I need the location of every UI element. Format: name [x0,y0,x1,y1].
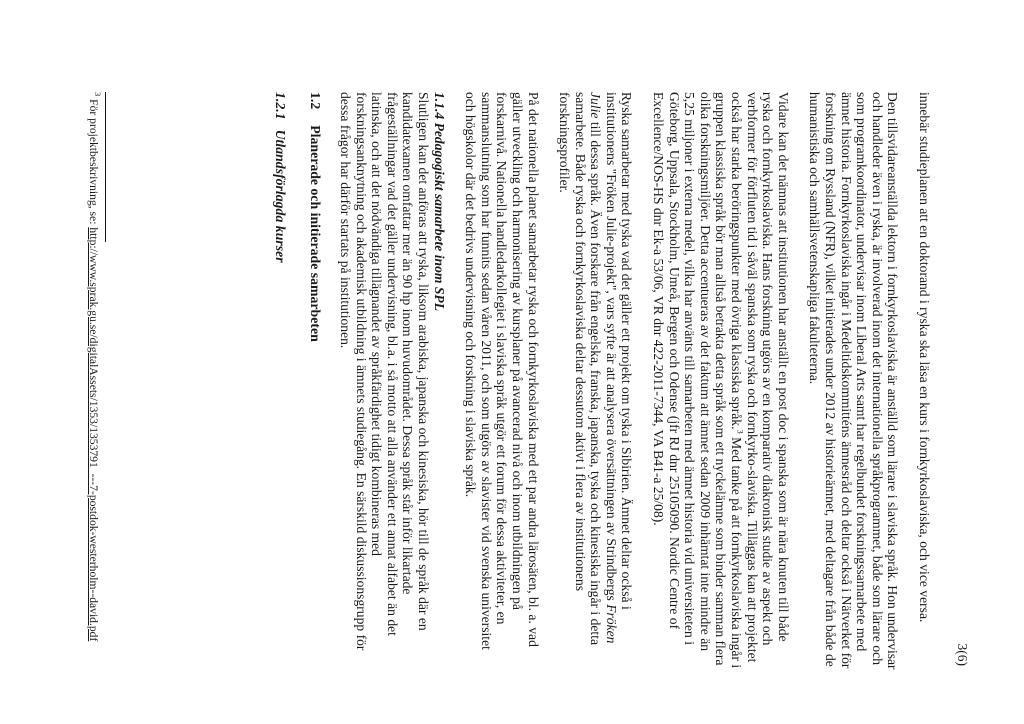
paragraph-tyska-part2: till dessa språk. Även forskare från engelska, franska, japanska, tyska och kinesiska ingår i detta samarbete. Både ryska och fornkyrkoslaviska deltar dessutom aktivt i flera av institutionens forskningsprofiler. [557,92,604,646]
paragraph-spanska [651,92,791,672]
heading-1-2 [308,92,324,672]
footnote-reference: 3 [735,429,746,434]
footnote-link[interactable]: http://www.sprak.gu.se/digitalAssets/1353/1353791_---7-postdok-westerholm--david.pdf [87,227,100,642]
page-number: 3(6) [955,643,970,666]
section-1-1-4 [337,92,446,672]
heading-1-2-text: Planerade och initierade samarbeten [308,125,324,342]
paragraph-tyska-part1: Ryska samarbetar med tyska vad det gäller ett projekt om tyska i Sibirien. Ämnet deltar också i institutionens "Fröken Julie-projekt", vars syfte är att analysera översättningen av Strindbergs [603,92,635,610]
paragraph-nationella: På det nationella planet samarbetar ryska och fornkyrkoslaviska med ett par andra lärosäten, bl. a. vad gäller utveckling och harmonisering av kursplaner på avancerad nivå och inom utbildningen på forskarnivå. Nationella handledarkollegiet i slaviska språk utgör ett forum för dessa aktiviteter, en sammanslutning som har funnits sedan våren 2011, och som utgörs av slavister vid svenska universitet och högskolor där det bedrivs undervisning och forskning i slaviska språk. [463,92,541,650]
work-title: Fröken Julie [588,92,619,644]
heading-1-1-4: 1.1.4 Pedagogiskt samarbete inom SPL [431,92,447,312]
paragraph-spanska-part2: Med tanke på att fornkyrkoslaviska ingår i gruppen klassiska språk bör man alltså betrakta detta språk som ett nyckelämne som binder samman flera olika forskningsmiljöer. Detta accentueras av det faktum att ämnet sedan 2009 inhämtat inte mindre än 5,25 miljoner i externa medel, vilka har använts till samarbeten med ämnet historia vid universiteten i Göteborg, Uppsala, Stockholm, Umeå, Bergen och Odense (jfr RJ dnr 25105090. Nordic Centre of Excellence/NOS-HS dnr Ek-a 53/06, VR dnr 422-2011-7344, VA B41-a 25/08). [651,92,745,669]
paragraph-intro: innebär studieplanen att en doktorand i ryska ska läsa en kurs i fornkyrkoslaviska, och vice versa. [917,92,932,623]
paragraph-lektor: Den tillsvidareanställda lektorn i fornkyrkoslaviska är anställd som lärare i slaviska språk. Hon undervisar och handleder även i ryska, är involverad inom det internationella språkprogrammet, både som lärare och som programkoordinator, undervisar inom Liberal Arts samt har regelbundet forskningssamarbete med ämnet historia. Fornkyrkoslaviska ingår i Medeltidskommitténs ämnesråd och deltar också i Nätverket för forskning om Ryssland (NFR), vilket initierades under 2012 av historieämnet, med deltagare från både de humanistiska och samhällsvetenskapliga fakulteterna. [807,92,901,670]
footnote [87,92,103,652]
body-text [272,92,932,672]
paragraph-tyska [557,92,635,672]
footnote-number: 3 [92,92,103,97]
heading-1-2-number: 1.2 [308,92,324,110]
footnote-divider [105,92,106,242]
footnote-label: För projektbeskrivning, se: [87,99,100,228]
heading-1-2-1-number: 1.2.1 [272,92,288,120]
paragraph-spanska-part1: Vidare kan det nämnas att institutionen har anställt en post doc i spanska som är nära knuten till både ryska och fornkyrkoslaviska. Hans forskning utgörs av en komparativ diakronisk studie av aspekt och verbformer för förfluten tid i såväl spanska som ryska och fornkyrko-slaviska. Tilläggas kan att projektet också har starka beröringspunkter med övriga klassiska språk. [729,92,791,663]
paragraph-spl: Slutligen kan det anföras att ryska, liksom arabiska, japanska och kinesiska, hör till de språk där en kandidatexamen omfattar mer än 90 hp inom huvudområdet. Dessa språk står inför likartade frågeställningar vad det gäller undervisning, bl.a. i så motto att alla använder ett annat alfabet än det latinska, och att det nödvändiga tillägnandet av språkfärdighet tidigt kombineras med forskningsanknytning och akademisk utbildning i ämnets studiegång. En särskild diskussionsgrupp för dessa frågor har därför startats på institutionen. [338,92,431,651]
heading-1-2-1-text: Utlandsförlagda kurser [272,129,288,263]
heading-1-2-1 [272,92,288,672]
